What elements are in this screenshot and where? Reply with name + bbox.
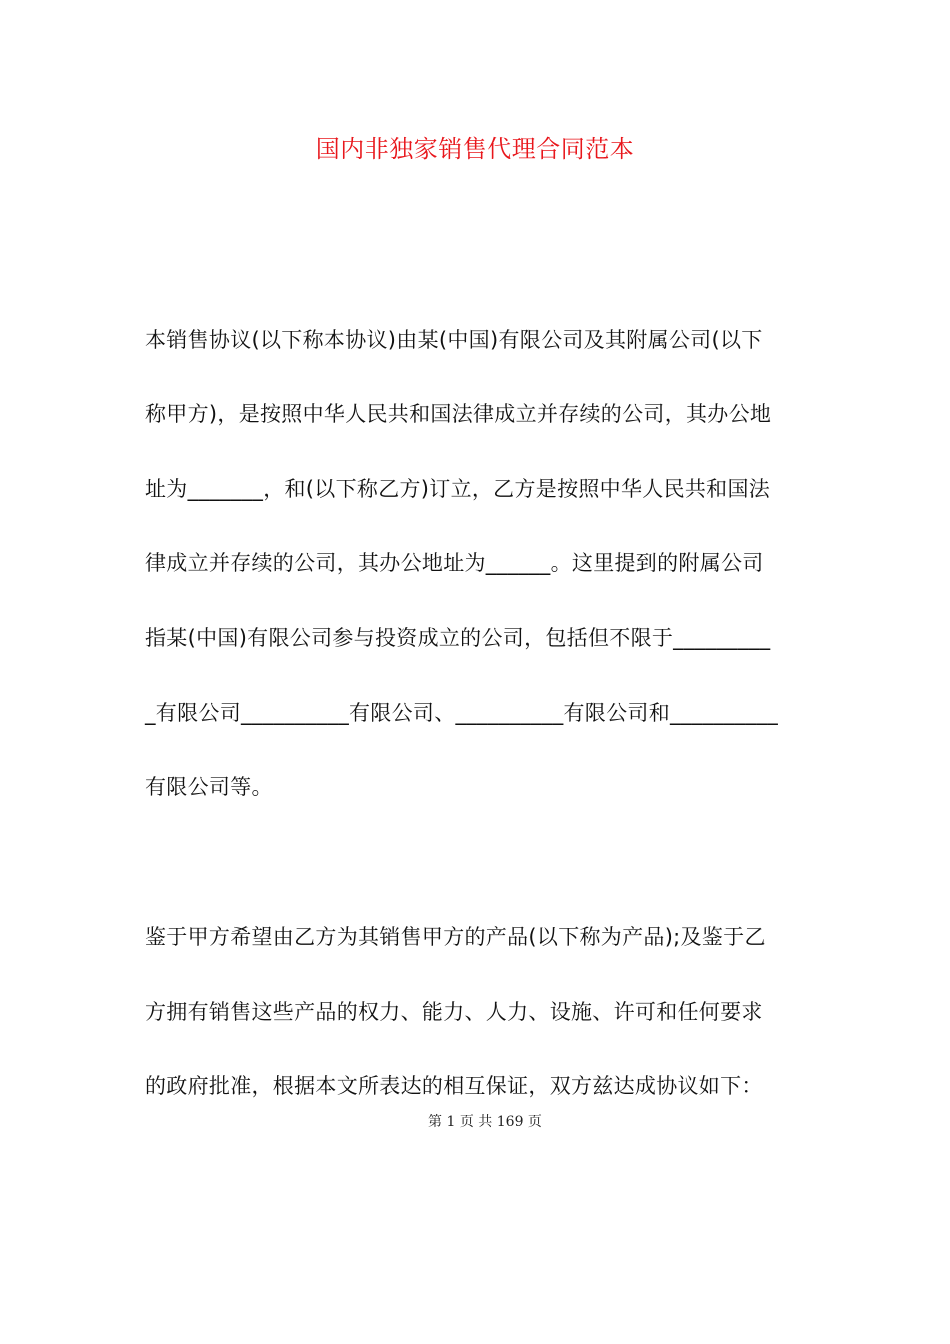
paragraph-line: 址为_______，和(以下称乙方)订立，乙方是按照中华人民共和国法: [145, 477, 771, 501]
paragraph-line: 称甲方)，是按照中华人民共和国法律成立并存续的公司，其办公地: [145, 402, 772, 426]
page-title: 国内非独家销售代理合同范本: [315, 135, 635, 163]
paragraph-line: _有限公司__________有限公司、__________有限公司和__________: [145, 701, 778, 725]
paragraph-line: 本销售协议(以下称本协议)由某(中国)有限公司及其附属公司(以下: [145, 328, 763, 352]
paragraph-line: 律成立并存续的公司，其办公地址为______。这里提到的附属公司: [145, 551, 764, 575]
paragraph-line: 的政府批准，根据本文所表达的相互保证，双方兹达成协议如下：: [145, 1074, 763, 1098]
paragraph-line: 方拥有销售这些产品的权力、能力、人力、设施、许可和任何要求: [145, 1000, 763, 1024]
page-number-footer: 第 1 页 共 169 页: [428, 1114, 542, 1130]
paragraph-line: 指某(中国)有限公司参与投资成立的公司，包括但不限于_________: [145, 626, 771, 650]
paragraph-line: 有限公司等。: [145, 775, 273, 799]
paragraph-line: 鉴于甲方希望由乙方为其销售甲方的产品(以下称为产品);及鉴于乙: [145, 925, 766, 949]
